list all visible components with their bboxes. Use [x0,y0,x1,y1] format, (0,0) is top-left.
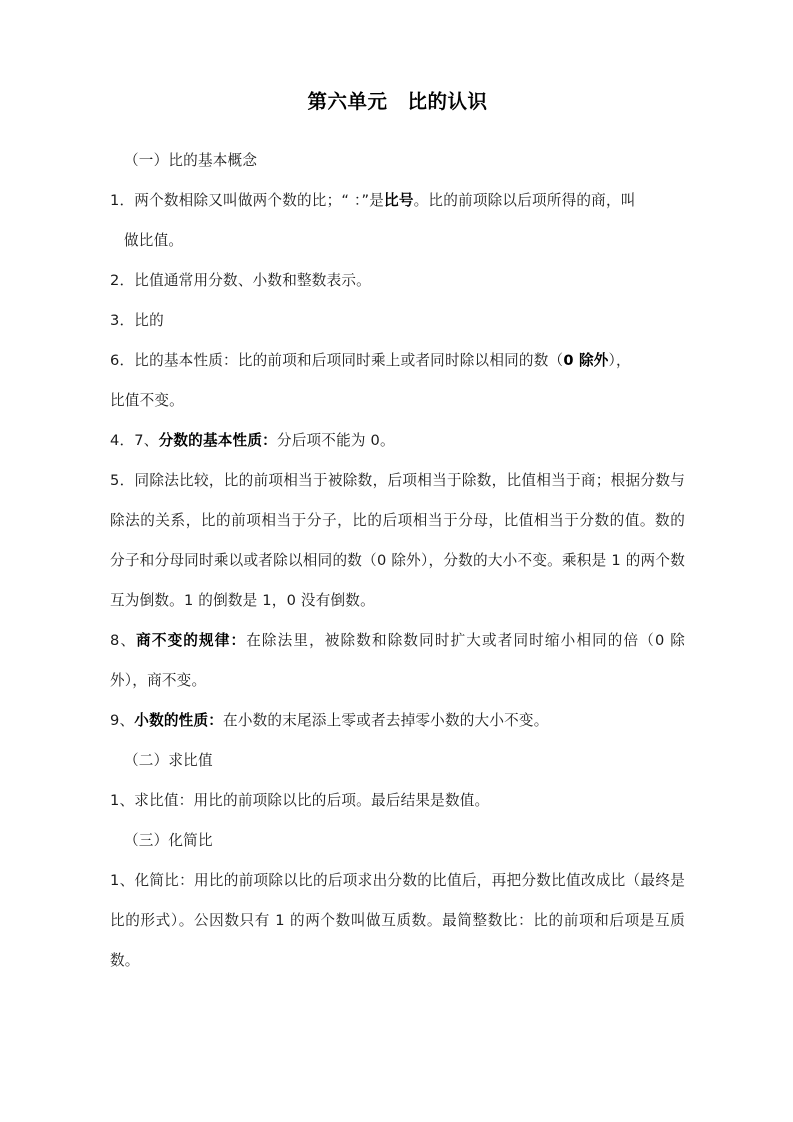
item-qiubizhi-paragraph: 1、求比值：用比的前项除以比的后项。最后结果是数值。 [110,792,490,810]
document-content [110,88,685,981]
item-6-bold-term: 0 除外 [563,352,609,370]
item-8-paragraph [110,621,685,701]
page-title: 第六单元 比的认识 [307,90,488,113]
item-1-bold-term: 比号 [384,192,414,210]
item-9-number: 9、 [110,712,135,730]
item-1-continuation: 做比值。 [124,232,184,250]
item-huajianbi-paragraph: 1、化简比：用比的前项除以比的后项求出分数的比值后，再把分数比值改成比（最终是比的形式）。公因数只有 1 的两个数叫做互质数。最简整数比：比的前项和后项是互质数。 [110,872,685,970]
item-9-paragraph [110,701,685,741]
section-heading-2: （二）求比值 [124,752,213,770]
item-5-paragraph: 5．同除法比较，比的前项相当于被除数，后项相当于除数，比值相当于商；根据分数与除法的关系，比的前项相当于分子，比的后项相当于分母，比值相当于分数的值。数的分子和分母同时乘以或者除以相同的数（0 除外），分数的大小不变。乘积是 1 的两个数互为倒数。1 的倒数是 1，0 没有倒数。 [110,472,685,610]
section-heading-1: （一）比的基本概念 [124,152,258,170]
item-1-text-before: 1．两个数相除又叫做两个数的比；“ ：”是 [110,192,385,210]
item-4-7-number: 4．7、 [110,432,159,450]
item-6-text-before: 6．比的基本性质：比的前项和后项同时乘上或者同时除以相同的数（ [110,352,564,370]
item-8-bold-term: 商不变的规律： [136,632,247,650]
item-2-paragraph: 2．比值通常用分数、小数和整数表示。 [110,272,371,290]
item-4-7-bold-term: 分数的基本性质： [158,432,277,450]
item-6-text-after: ）， [608,352,631,370]
item-1-text-after: 。比的前项除以后项所得的商，叫 [413,192,636,210]
section-heading-3: （三）化简比 [124,832,213,850]
item-1-paragraph [110,181,685,221]
item-8-text: 在除法里，被除数和除数同时扩大或者同时缩小相同的倍（0 除外），商不变。 [110,632,686,690]
item-9-bold-term: 小数的性质： [134,712,224,730]
item-6-paragraph [110,341,685,381]
item-4-7-paragraph [110,421,685,461]
item-9-text: 在小数的末尾添上零或者去掉零小数的大小不变。 [223,712,549,730]
item-4-7-text: 分后项不能为 0。 [276,432,395,450]
item-3-paragraph: 3．比的 [110,312,164,330]
item-6-continuation: 比值不变。 [110,392,184,410]
item-8-number: 8、 [110,632,137,650]
